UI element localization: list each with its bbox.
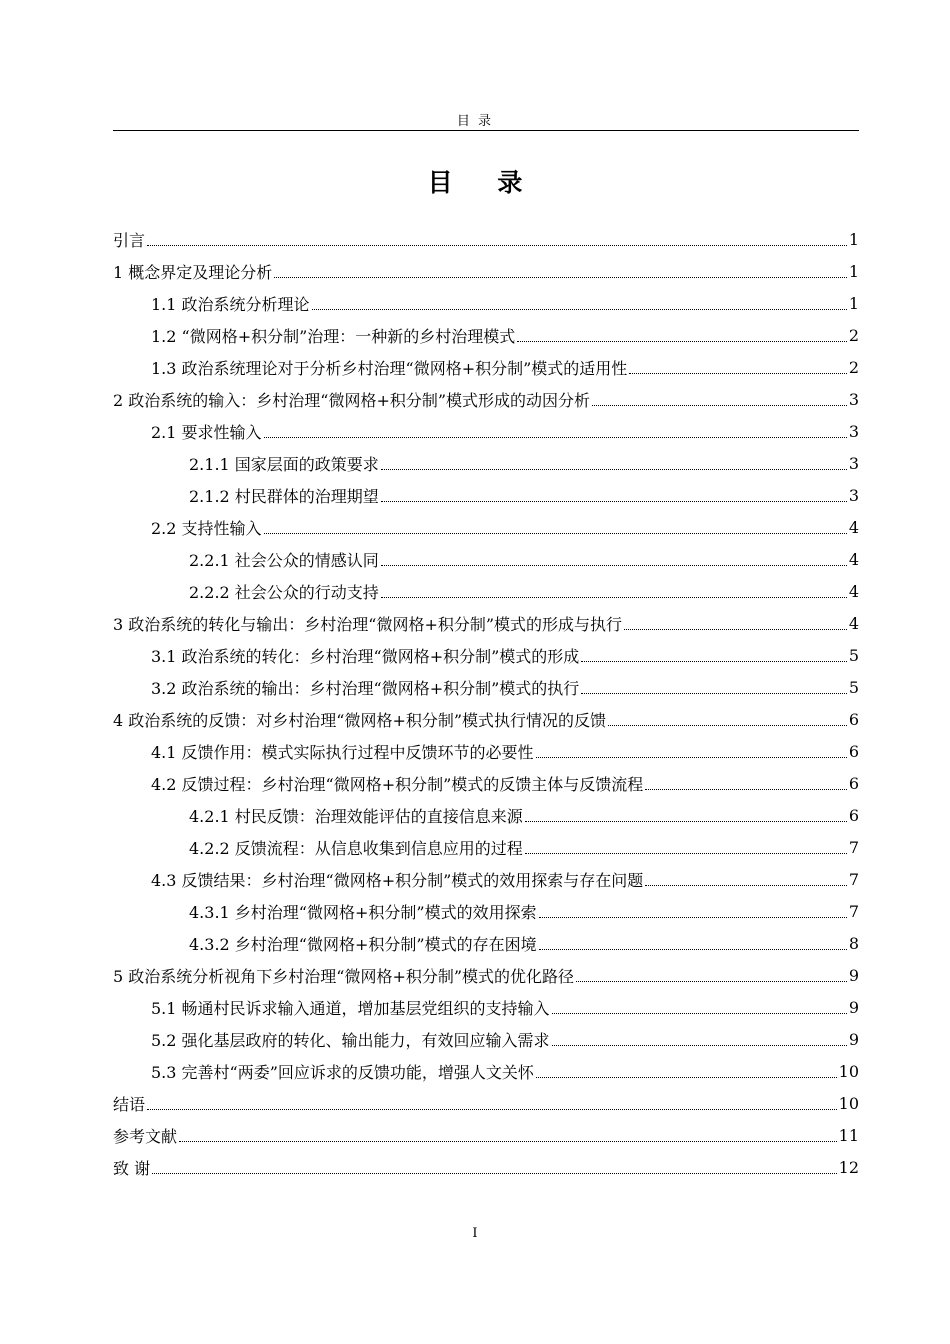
toc-entry-label: 2.2.2 社会公众的行动支持 — [189, 582, 379, 602]
toc-entry-page: 3 — [848, 453, 859, 473]
toc-entry-label: 5.2 强化基层政府的转化、输出能力，有效回应输入需求 — [151, 1030, 550, 1050]
toc-dot-leader — [312, 308, 847, 310]
toc-entry[interactable] — [113, 639, 859, 671]
toc-entry[interactable] — [113, 1119, 859, 1151]
toc-entry-label: 1.1 政治系统分析理论 — [151, 294, 310, 314]
toc-dot-leader — [381, 468, 847, 470]
toc-entry-label: 4.2.1 村民反馈：治理效能评估的直接信息来源 — [189, 806, 523, 826]
toc-dot-leader — [525, 820, 847, 822]
toc-entry-label: 4 政治系统的反馈：对乡村治理“微网格+积分制”模式执行情况的反馈 — [113, 710, 607, 730]
toc-entry-page: 6 — [848, 805, 859, 825]
toc-entry-label: 4.3.1 乡村治理“微网格+积分制”模式的效用探索 — [189, 902, 537, 922]
toc-entry-label: 2.2 支持性输入 — [151, 518, 262, 538]
toc-entry-page: 12 — [838, 1157, 859, 1177]
toc-entry[interactable] — [113, 1055, 859, 1087]
toc-entry[interactable] — [113, 703, 859, 735]
toc-dot-leader — [381, 564, 847, 566]
toc-entry-label: 5 政治系统分析视角下乡村治理“微网格+积分制”模式的优化路径 — [113, 966, 575, 986]
toc-entry-page: 11 — [838, 1125, 859, 1145]
toc-entry-label: 3 政治系统的转化与输出：乡村治理“微网格+积分制”模式的形成与执行 — [113, 614, 623, 634]
toc-entry-page: 9 — [848, 965, 859, 985]
toc-entry[interactable] — [113, 991, 859, 1023]
toc-entry-page: 4 — [848, 581, 859, 601]
toc-dot-leader — [645, 788, 847, 790]
toc-entry-label: 5.1 畅通村民诉求输入通道，增加基层党组织的支持输入 — [151, 998, 550, 1018]
toc-entry[interactable] — [113, 927, 859, 959]
toc-entry-page: 7 — [848, 901, 859, 921]
toc-dot-leader — [264, 532, 847, 534]
toc-entry-page: 4 — [848, 517, 859, 537]
toc-entry[interactable] — [113, 319, 859, 351]
toc-entry[interactable] — [113, 1151, 859, 1183]
toc-dot-leader — [381, 500, 847, 502]
toc-entry-label: 3.2 政治系统的输出：乡村治理“微网格+积分制”模式的执行 — [151, 678, 580, 698]
toc-dot-leader — [381, 596, 847, 598]
toc-entry[interactable] — [113, 671, 859, 703]
toc-entry-page: 4 — [848, 613, 859, 633]
toc-entry-label: 2 政治系统的输入：乡村治理“微网格+积分制”模式形成的动因分析 — [113, 390, 591, 410]
page-title — [0, 163, 950, 199]
toc-dot-leader — [552, 1012, 847, 1014]
toc-entry[interactable] — [113, 511, 859, 543]
toc-entry-page: 1 — [848, 229, 859, 249]
toc-entry-label: 3.1 政治系统的转化：乡村治理“微网格+积分制”模式的形成 — [151, 646, 580, 666]
toc-entry[interactable] — [113, 607, 859, 639]
toc-entry[interactable] — [113, 767, 859, 799]
table-of-contents — [113, 223, 859, 1183]
toc-entry-label: 1.3 政治系统理论对于分析乡村治理“微网格+积分制”模式的适用性 — [151, 358, 628, 378]
toc-entry-page: 10 — [838, 1061, 859, 1081]
toc-entry-page: 2 — [848, 357, 859, 377]
toc-dot-leader — [536, 1076, 837, 1078]
toc-entry[interactable] — [113, 543, 859, 575]
toc-entry-page: 3 — [848, 421, 859, 441]
toc-dot-leader — [629, 372, 847, 374]
toc-entry-page: 3 — [848, 389, 859, 409]
toc-entry-page: 5 — [848, 645, 859, 665]
toc-dot-leader — [581, 660, 847, 662]
toc-entry-page: 1 — [848, 293, 859, 313]
toc-entry[interactable] — [113, 575, 859, 607]
toc-entry-label: 2.1.1 国家层面的政策要求 — [189, 454, 379, 474]
toc-dot-leader — [539, 948, 847, 950]
toc-dot-leader — [539, 916, 847, 918]
toc-entry[interactable] — [113, 831, 859, 863]
toc-entry[interactable] — [113, 223, 859, 255]
toc-entry[interactable] — [113, 447, 859, 479]
toc-entry[interactable] — [113, 1087, 859, 1119]
toc-entry-label: 4.2 反馈过程：乡村治理“微网格+积分制”模式的反馈主体与反馈流程 — [151, 774, 644, 794]
toc-entry-label: 结语 — [113, 1094, 146, 1114]
toc-entry-page: 2 — [848, 325, 859, 345]
running-header: 目 录 — [456, 114, 494, 129]
toc-dot-leader — [179, 1140, 837, 1142]
toc-entry-page: 6 — [848, 741, 859, 761]
toc-entry-page: 3 — [848, 485, 859, 505]
toc-dot-leader — [147, 1108, 837, 1110]
toc-entry[interactable] — [113, 255, 859, 287]
toc-entry[interactable] — [113, 287, 859, 319]
toc-entry-label: 4.3 反馈结果：乡村治理“微网格+积分制”模式的效用探索与存在问题 — [151, 870, 644, 890]
toc-entry-label: 参考文献 — [113, 1126, 178, 1146]
toc-entry[interactable] — [113, 959, 859, 991]
toc-entry[interactable] — [113, 799, 859, 831]
toc-dot-leader — [552, 1044, 847, 1046]
toc-entry-page: 6 — [848, 773, 859, 793]
toc-entry-page: 6 — [848, 709, 859, 729]
header-rule — [113, 130, 859, 131]
toc-entry[interactable] — [113, 735, 859, 767]
toc-entry[interactable] — [113, 479, 859, 511]
toc-dot-leader — [624, 628, 847, 630]
toc-entry-page: 8 — [848, 933, 859, 953]
toc-dot-leader — [517, 340, 847, 342]
toc-entry-label: 1.2 “微网格+积分制”治理：一种新的乡村治理模式 — [151, 326, 516, 346]
page-number: I — [472, 1226, 478, 1241]
toc-dot-leader — [645, 884, 847, 886]
toc-entry-page: 1 — [848, 261, 859, 281]
toc-entry-page: 9 — [848, 1029, 859, 1049]
toc-entry[interactable] — [113, 383, 859, 415]
toc-entry-label: 4.2.2 反馈流程：从信息收集到信息应用的过程 — [189, 838, 523, 858]
toc-dot-leader — [581, 692, 847, 694]
toc-entry-page: 9 — [848, 997, 859, 1017]
toc-entry-page: 5 — [848, 677, 859, 697]
toc-entry-label: 引言 — [113, 230, 146, 250]
toc-entry-label: 4.1 反馈作用：模式实际执行过程中反馈环节的必要性 — [151, 742, 534, 762]
toc-entry-page: 10 — [838, 1093, 859, 1113]
toc-dot-leader — [274, 276, 847, 278]
toc-dot-leader — [576, 980, 847, 982]
toc-entry-label: 4.3.2 乡村治理“微网格+积分制”模式的存在困境 — [189, 934, 537, 954]
toc-dot-leader — [525, 852, 847, 854]
toc-entry-label: 5.3 完善村“两委”回应诉求的反馈功能，增强人文关怀 — [151, 1062, 534, 1082]
toc-dot-leader — [147, 244, 847, 246]
toc-entry-label: 2.1 要求性输入 — [151, 422, 262, 442]
toc-entry[interactable] — [113, 863, 859, 895]
toc-entry-page: 7 — [848, 837, 859, 857]
toc-dot-leader — [152, 1172, 837, 1174]
toc-entry-page: 7 — [848, 869, 859, 889]
toc-entry[interactable] — [113, 351, 859, 383]
toc-entry[interactable] — [113, 415, 859, 447]
toc-dot-leader — [592, 404, 847, 406]
toc-entry-label: 致 谢 — [113, 1158, 151, 1178]
toc-dot-leader — [608, 724, 847, 726]
toc-entry[interactable] — [113, 1023, 859, 1055]
toc-entry-page: 4 — [848, 549, 859, 569]
toc-dot-leader — [264, 436, 847, 438]
page-title-text: 目 录 — [427, 168, 541, 197]
toc-entry-label: 2.2.1 社会公众的情感认同 — [189, 550, 379, 570]
toc-entry-label: 2.1.2 村民群体的治理期望 — [189, 486, 379, 506]
toc-dot-leader — [536, 756, 847, 758]
toc-entry[interactable] — [113, 895, 859, 927]
toc-entry-label: 1 概念界定及理论分析 — [113, 262, 273, 282]
